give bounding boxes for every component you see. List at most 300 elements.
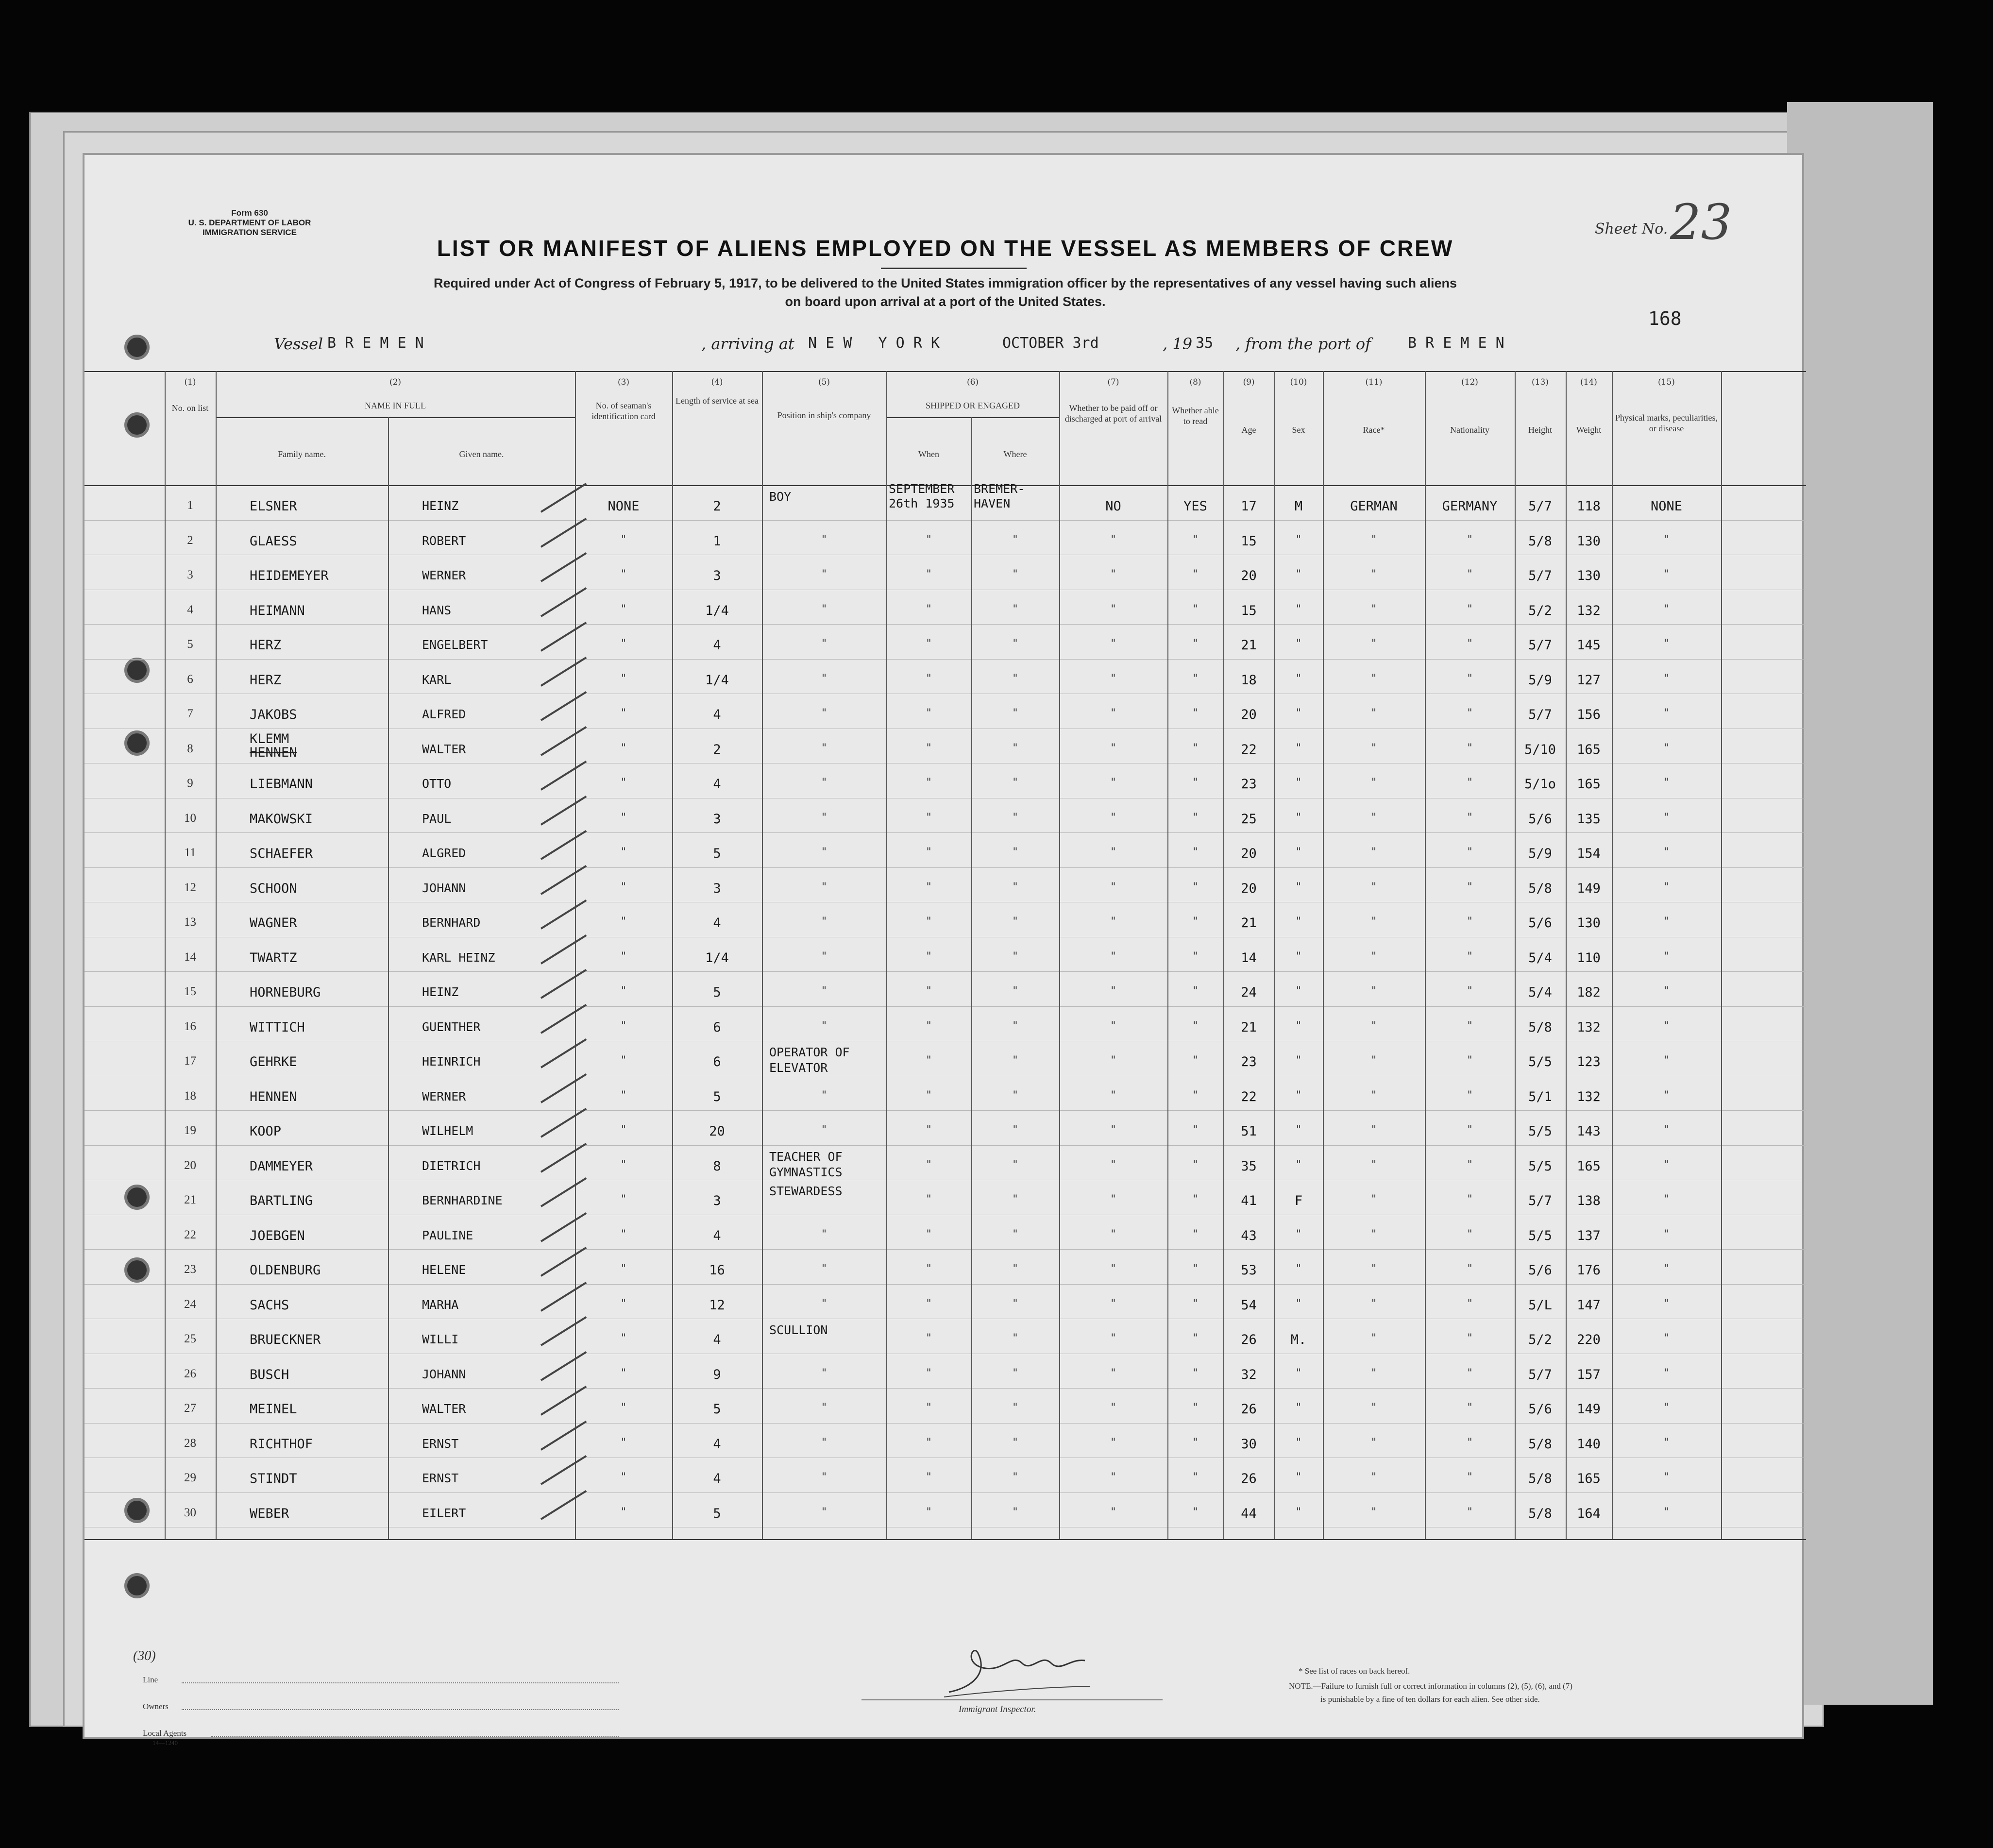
position: OPERATOR OF ELEVATOR bbox=[769, 1045, 850, 1075]
column-number: (8) bbox=[1189, 377, 1201, 387]
service-length: 8 bbox=[713, 1158, 721, 1174]
id-card-value: " bbox=[620, 638, 627, 650]
inspector-label: Immigrant Inspector. bbox=[959, 1704, 1036, 1714]
id-card-value: " bbox=[620, 916, 627, 928]
paid-off-value: " bbox=[1110, 1402, 1117, 1414]
race-value: " bbox=[1370, 1471, 1377, 1483]
id-card-value: " bbox=[620, 1019, 627, 1032]
row-number: 4 bbox=[187, 603, 193, 616]
arrival-port: N E W Y O R K bbox=[808, 335, 940, 352]
family-name: TWARTZ bbox=[250, 950, 297, 966]
row-number: 30 bbox=[184, 1506, 196, 1519]
race-value: " bbox=[1370, 1506, 1377, 1518]
id-card-value: " bbox=[620, 672, 627, 685]
age: 21 bbox=[1241, 638, 1257, 653]
able-to-read-value: " bbox=[1192, 1332, 1199, 1344]
id-card-value: " bbox=[620, 603, 627, 615]
height: 5/7 bbox=[1528, 638, 1552, 653]
punch-hole bbox=[124, 412, 150, 438]
row-number: 21 bbox=[184, 1193, 196, 1206]
race-value: " bbox=[1370, 1089, 1377, 1102]
physical-marks-value: " bbox=[1663, 1436, 1670, 1449]
physical-marks-value: " bbox=[1663, 672, 1670, 685]
age: 51 bbox=[1241, 1124, 1257, 1139]
row-number: 11 bbox=[184, 846, 196, 859]
row-number: 8 bbox=[187, 742, 193, 755]
when-ditto: " bbox=[925, 603, 932, 615]
given-name: WERNER bbox=[422, 1089, 466, 1103]
family-name: JOEBGEN bbox=[250, 1228, 305, 1243]
paid-off-value: " bbox=[1110, 568, 1117, 580]
able-to-read-value: " bbox=[1192, 1471, 1199, 1483]
weight: 130 bbox=[1577, 568, 1601, 583]
row-number: 3 bbox=[187, 568, 193, 581]
paid-off-value: " bbox=[1110, 985, 1117, 997]
service-length: 4 bbox=[713, 1471, 721, 1486]
service-length: 3 bbox=[713, 811, 721, 827]
header-physical-marks: Physical marks, peculiarities, or disease bbox=[1615, 413, 1718, 433]
ruled-line bbox=[84, 624, 1806, 625]
sex-value: " bbox=[1295, 672, 1302, 685]
race-value: " bbox=[1370, 1019, 1377, 1032]
paid-off-value: " bbox=[1110, 916, 1117, 928]
paid-off-value: " bbox=[1110, 1124, 1117, 1136]
nationality-value: " bbox=[1466, 916, 1473, 928]
race-value: " bbox=[1370, 1054, 1377, 1067]
race-value: " bbox=[1370, 1193, 1377, 1205]
weight: 130 bbox=[1577, 916, 1601, 931]
id-card-value: " bbox=[620, 1124, 627, 1136]
position-ditto: " bbox=[821, 985, 828, 997]
row-number: 23 bbox=[184, 1263, 196, 1276]
position-ditto: " bbox=[821, 1436, 828, 1449]
where-ditto: " bbox=[1012, 742, 1019, 754]
column-number: (1) bbox=[184, 377, 196, 387]
able-to-read-value: " bbox=[1192, 1019, 1199, 1032]
able-to-read-value: " bbox=[1192, 603, 1199, 615]
weight: 157 bbox=[1577, 1367, 1601, 1382]
height: 5/5 bbox=[1528, 1054, 1552, 1069]
sex-value: " bbox=[1295, 742, 1302, 754]
physical-marks-value: " bbox=[1663, 985, 1670, 997]
able-to-read-value: " bbox=[1192, 1193, 1199, 1205]
race-value: " bbox=[1370, 1263, 1377, 1275]
sex-value: " bbox=[1295, 1436, 1302, 1449]
age: 44 bbox=[1241, 1506, 1257, 1521]
given-name: MARHA bbox=[422, 1297, 459, 1312]
height: 5/8 bbox=[1528, 533, 1552, 549]
given-name: BERNHARD bbox=[422, 916, 481, 930]
id-card-value: " bbox=[620, 568, 627, 580]
family-name: WITTICH bbox=[250, 1019, 305, 1035]
service-length: 4 bbox=[713, 638, 721, 653]
nationality-value: " bbox=[1466, 1367, 1473, 1379]
weight: 165 bbox=[1577, 777, 1601, 792]
able-to-read-value: " bbox=[1192, 1054, 1199, 1067]
form-header bbox=[148, 208, 352, 237]
given-name: ALGRED bbox=[422, 846, 466, 860]
header-able-to-read: Whether able to read bbox=[1172, 406, 1219, 426]
row-number: 18 bbox=[184, 1089, 196, 1102]
able-to-read-value: YES bbox=[1183, 499, 1207, 514]
nationality-value: " bbox=[1466, 811, 1473, 824]
weight: 220 bbox=[1577, 1332, 1601, 1347]
position-ditto: " bbox=[821, 1263, 828, 1275]
paid-off-value: " bbox=[1110, 950, 1117, 963]
nationality-value: " bbox=[1466, 950, 1473, 963]
race-value: " bbox=[1370, 916, 1377, 928]
where-ditto: " bbox=[1012, 707, 1019, 719]
age: 41 bbox=[1241, 1193, 1257, 1208]
age: 24 bbox=[1241, 985, 1257, 1000]
service-length: 3 bbox=[713, 881, 721, 896]
sex-value: " bbox=[1295, 1158, 1302, 1171]
header-name-in-full: NAME IN FULL bbox=[365, 401, 426, 410]
nationality-value: " bbox=[1466, 1263, 1473, 1275]
physical-marks-value: " bbox=[1663, 638, 1670, 650]
height: 5/2 bbox=[1528, 1332, 1552, 1347]
ruled-line bbox=[84, 1110, 1806, 1111]
where-ditto: " bbox=[1012, 1228, 1019, 1240]
weight: 132 bbox=[1577, 603, 1601, 618]
able-to-read-value: " bbox=[1192, 811, 1199, 824]
physical-marks-value: " bbox=[1663, 950, 1670, 963]
age: 53 bbox=[1241, 1263, 1257, 1278]
age: 14 bbox=[1241, 950, 1257, 966]
race-value: " bbox=[1370, 1367, 1377, 1379]
age: 26 bbox=[1241, 1332, 1257, 1347]
column-number: (13) bbox=[1532, 377, 1549, 387]
age: 18 bbox=[1241, 672, 1257, 688]
weight: 165 bbox=[1577, 1158, 1601, 1174]
year-label: , 19 bbox=[1163, 335, 1193, 353]
paid-off-value: " bbox=[1110, 707, 1117, 719]
id-card-value: " bbox=[620, 1089, 627, 1102]
able-to-read-value: " bbox=[1192, 533, 1199, 546]
weight: 149 bbox=[1577, 1402, 1601, 1417]
paid-off-value: " bbox=[1110, 1263, 1117, 1275]
column-number: (5) bbox=[818, 377, 830, 387]
agents-field bbox=[211, 1736, 619, 1737]
header-length-of-service: Length of service at sea bbox=[676, 396, 759, 406]
service-length: 4 bbox=[713, 916, 721, 931]
paid-off-value: " bbox=[1110, 1019, 1117, 1032]
paid-off-value: " bbox=[1110, 1193, 1117, 1205]
header-position: Position in ship's company bbox=[777, 410, 871, 420]
sex-value: " bbox=[1295, 568, 1302, 580]
paid-off-value: " bbox=[1110, 1506, 1117, 1518]
race-value: " bbox=[1370, 1332, 1377, 1344]
nationality-value: " bbox=[1466, 1158, 1473, 1171]
where-ditto: " bbox=[1012, 846, 1019, 858]
age: 17 bbox=[1241, 499, 1257, 514]
ruled-line bbox=[84, 1249, 1806, 1250]
able-to-read-value: " bbox=[1192, 1263, 1199, 1275]
family-name: GEHRKE bbox=[250, 1054, 297, 1069]
sex-value: " bbox=[1295, 916, 1302, 928]
physical-marks-value: " bbox=[1663, 881, 1670, 893]
weight: 118 bbox=[1577, 499, 1601, 514]
line-label: Line bbox=[143, 1675, 158, 1684]
sheet-number: 23 bbox=[1670, 194, 1732, 251]
weight: 127 bbox=[1577, 672, 1601, 688]
service-length: 3 bbox=[713, 568, 721, 583]
sex-value: " bbox=[1295, 707, 1302, 719]
family-name: BARTLING bbox=[250, 1193, 313, 1208]
id-card-value: " bbox=[620, 1367, 627, 1379]
position-ditto: " bbox=[821, 672, 828, 685]
sheet-number-label: Sheet No. bbox=[1595, 220, 1668, 237]
able-to-read-value: " bbox=[1192, 1436, 1199, 1449]
when-ditto: " bbox=[925, 672, 932, 685]
id-card-value: " bbox=[620, 811, 627, 824]
sex-value: " bbox=[1295, 603, 1302, 615]
height: 5/5 bbox=[1528, 1228, 1552, 1243]
given-name: GUENTHER bbox=[422, 1019, 481, 1034]
height: 5/6 bbox=[1528, 1402, 1552, 1417]
race-value: " bbox=[1370, 1436, 1377, 1449]
inspector-signature bbox=[944, 1634, 1090, 1702]
sex-value: " bbox=[1295, 1471, 1302, 1483]
family-name: WEBER bbox=[250, 1506, 289, 1521]
physical-marks-value: " bbox=[1663, 1402, 1670, 1414]
paid-off-value: " bbox=[1110, 777, 1117, 789]
id-card-value: " bbox=[620, 1506, 627, 1518]
id-card-value: " bbox=[620, 985, 627, 997]
race-value: " bbox=[1370, 950, 1377, 963]
height: 5/7 bbox=[1528, 499, 1552, 514]
where-ditto: " bbox=[1012, 950, 1019, 963]
ruled-line bbox=[84, 1006, 1806, 1007]
row-number: 24 bbox=[184, 1297, 196, 1311]
able-to-read-value: " bbox=[1192, 638, 1199, 650]
physical-marks-value: " bbox=[1663, 1367, 1670, 1379]
service-length: 4 bbox=[713, 1332, 721, 1347]
physical-marks-value: " bbox=[1663, 1158, 1670, 1171]
given-name: KARL HEINZ bbox=[422, 950, 495, 965]
arrival-year: 35 bbox=[1196, 335, 1214, 352]
family-name: BRUECKNER bbox=[250, 1332, 321, 1347]
row-number: 29 bbox=[184, 1471, 196, 1484]
when-ditto: " bbox=[925, 1054, 932, 1067]
nationality-value: " bbox=[1466, 1054, 1473, 1067]
nationality-value: " bbox=[1466, 1471, 1473, 1483]
where-ditto: " bbox=[1012, 1471, 1019, 1483]
able-to-read-value: " bbox=[1192, 916, 1199, 928]
family-name: LIEBMANN bbox=[250, 777, 313, 792]
row-number: 19 bbox=[184, 1124, 196, 1137]
paid-off-value: " bbox=[1110, 742, 1117, 754]
height: 5/5 bbox=[1528, 1124, 1552, 1139]
given-name: HEINZ bbox=[422, 985, 459, 999]
where-ditto: " bbox=[1012, 777, 1019, 789]
sex-value: " bbox=[1295, 985, 1302, 997]
ruled-line bbox=[84, 1388, 1806, 1389]
race-value: GERMAN bbox=[1350, 499, 1398, 514]
race-value: " bbox=[1370, 881, 1377, 893]
weight: 130 bbox=[1577, 533, 1601, 549]
id-card-value: " bbox=[620, 533, 627, 546]
when-ditto: " bbox=[925, 1332, 932, 1344]
position-ditto: " bbox=[821, 950, 828, 963]
row-number: 10 bbox=[184, 811, 196, 825]
paid-off-value: " bbox=[1110, 1089, 1117, 1102]
paid-off-value: " bbox=[1110, 672, 1117, 685]
paid-off-value: " bbox=[1110, 638, 1117, 650]
header-no-on-list: No. on list bbox=[171, 403, 209, 413]
family-name: KOOP bbox=[250, 1124, 282, 1139]
service-length: 2 bbox=[713, 742, 721, 757]
race-value: " bbox=[1370, 846, 1377, 858]
paid-off-value: " bbox=[1110, 603, 1117, 615]
where-ditto: " bbox=[1012, 1019, 1019, 1032]
id-card-value: " bbox=[620, 1471, 627, 1483]
column-number: (2) bbox=[389, 377, 402, 387]
sex-value: " bbox=[1295, 1054, 1302, 1067]
family-name: HEIMANN bbox=[250, 603, 305, 618]
service-length: 1/4 bbox=[705, 672, 729, 688]
race-value: " bbox=[1370, 1124, 1377, 1136]
ruled-line bbox=[84, 520, 1806, 521]
height: 5/10 bbox=[1524, 742, 1556, 757]
able-to-read-value: " bbox=[1192, 846, 1199, 858]
service-length: 4 bbox=[713, 1228, 721, 1243]
when-ditto: " bbox=[925, 881, 932, 893]
weight: 165 bbox=[1577, 742, 1601, 757]
weight: 154 bbox=[1577, 846, 1601, 861]
row-number: 13 bbox=[184, 916, 196, 929]
given-name: HEINZ bbox=[422, 499, 459, 513]
service-length: 9 bbox=[713, 1367, 721, 1382]
given-name: ALFRED bbox=[422, 707, 466, 721]
nationality-value: " bbox=[1466, 1124, 1473, 1136]
race-value: " bbox=[1370, 568, 1377, 580]
when-ditto: " bbox=[925, 846, 932, 858]
column-number: (14) bbox=[1580, 377, 1597, 387]
id-card-value: " bbox=[620, 881, 627, 893]
position-ditto: " bbox=[821, 1367, 828, 1379]
ruled-line bbox=[84, 1145, 1806, 1146]
header-nationality: Nationality bbox=[1450, 425, 1489, 435]
given-name: WALTER bbox=[422, 1402, 466, 1416]
adjacent-page-edge bbox=[1787, 102, 1933, 1705]
family-name: MAKOWSKI bbox=[250, 811, 313, 827]
given-name: HELENE bbox=[422, 1263, 466, 1277]
header-height: Height bbox=[1528, 425, 1552, 435]
when-ditto: " bbox=[925, 985, 932, 997]
ruled-line bbox=[84, 659, 1806, 660]
height: 5/1 bbox=[1528, 1089, 1552, 1104]
service-length: 1/4 bbox=[705, 603, 729, 618]
when-ditto: " bbox=[925, 1471, 932, 1483]
family-name: BUSCH bbox=[250, 1367, 289, 1382]
position-ditto: " bbox=[821, 811, 828, 824]
age: 26 bbox=[1241, 1471, 1257, 1486]
when-ditto: " bbox=[925, 1263, 932, 1275]
ruled-line bbox=[84, 1284, 1806, 1285]
weight: 143 bbox=[1577, 1124, 1601, 1139]
service-length: 1 bbox=[713, 533, 721, 549]
department-label: U. S. DEPARTMENT OF LABOR bbox=[188, 218, 311, 227]
weight: 137 bbox=[1577, 1228, 1601, 1243]
height: 5/7 bbox=[1528, 1193, 1552, 1208]
given-name: JOHANN bbox=[422, 1367, 466, 1381]
able-to-read-value: " bbox=[1192, 1228, 1199, 1240]
nationality-value: " bbox=[1466, 603, 1473, 615]
position-ditto: " bbox=[821, 881, 828, 893]
given-name: WILLI bbox=[422, 1332, 459, 1346]
row-number: 12 bbox=[184, 881, 196, 894]
age: 20 bbox=[1241, 881, 1257, 896]
owners-field bbox=[182, 1709, 619, 1710]
header-where: Where bbox=[1003, 449, 1027, 459]
when-ditto: " bbox=[925, 1367, 932, 1379]
position-ditto: " bbox=[821, 1124, 828, 1136]
position-ditto: " bbox=[821, 1297, 828, 1310]
race-value: " bbox=[1370, 985, 1377, 997]
header-shipped-engaged: SHIPPED OR ENGAGED bbox=[925, 401, 1020, 410]
race-value: " bbox=[1370, 707, 1377, 719]
row-number: 2 bbox=[187, 533, 193, 547]
vessel-line bbox=[274, 335, 1682, 354]
when-ditto: " bbox=[925, 1019, 932, 1032]
family-name: SACHS bbox=[250, 1297, 289, 1313]
when-ditto: " bbox=[925, 1193, 932, 1205]
sex-value: " bbox=[1295, 533, 1302, 546]
id-card-value: " bbox=[620, 1158, 627, 1171]
service-length: 6 bbox=[713, 1019, 721, 1035]
physical-marks-value: " bbox=[1663, 846, 1670, 858]
service-length: 2 bbox=[713, 499, 721, 514]
age: 43 bbox=[1241, 1228, 1257, 1243]
header-age: Age bbox=[1241, 425, 1256, 435]
family-name: STINDT bbox=[250, 1471, 297, 1486]
family-name: SCHOON bbox=[250, 881, 297, 896]
id-card-value: NONE bbox=[608, 499, 640, 514]
column-rule bbox=[1721, 371, 1722, 1539]
note-line-1: NOTE.—Failure to furnish full or correct information in columns (2), (5), (6), and (7) bbox=[1289, 1681, 1572, 1691]
punch-hole bbox=[124, 1257, 150, 1283]
weight: 135 bbox=[1577, 811, 1601, 827]
height: 5/L bbox=[1528, 1297, 1552, 1313]
race-value: " bbox=[1370, 1228, 1377, 1240]
vessel-name: B R E M E N bbox=[327, 335, 424, 352]
physical-marks-value: " bbox=[1663, 1019, 1670, 1032]
where-ditto: " bbox=[1012, 1506, 1019, 1518]
age: 23 bbox=[1241, 1054, 1257, 1069]
physical-marks-value: " bbox=[1663, 1297, 1670, 1310]
able-to-read-value: " bbox=[1192, 1506, 1199, 1518]
race-value: " bbox=[1370, 777, 1377, 789]
age: 15 bbox=[1241, 603, 1257, 618]
given-name: HANS bbox=[422, 603, 452, 617]
position-ditto: " bbox=[821, 533, 828, 546]
nationality-value: " bbox=[1466, 1019, 1473, 1032]
age: 20 bbox=[1241, 846, 1257, 861]
row-number: 7 bbox=[187, 707, 193, 720]
from-port-label: , from the port of bbox=[1235, 335, 1371, 353]
position-ditto: " bbox=[821, 1019, 828, 1032]
paid-off-value: " bbox=[1110, 881, 1117, 893]
height: 5/8 bbox=[1528, 1019, 1552, 1035]
physical-marks-value: " bbox=[1663, 742, 1670, 754]
family-name: GLAESS bbox=[250, 533, 297, 549]
height: 5/9 bbox=[1528, 846, 1552, 861]
given-name: HEINRICH bbox=[422, 1054, 481, 1068]
service-label: IMMIGRATION SERVICE bbox=[203, 228, 297, 237]
position-ditto: " bbox=[821, 1402, 828, 1414]
service-length: 1/4 bbox=[705, 950, 729, 966]
